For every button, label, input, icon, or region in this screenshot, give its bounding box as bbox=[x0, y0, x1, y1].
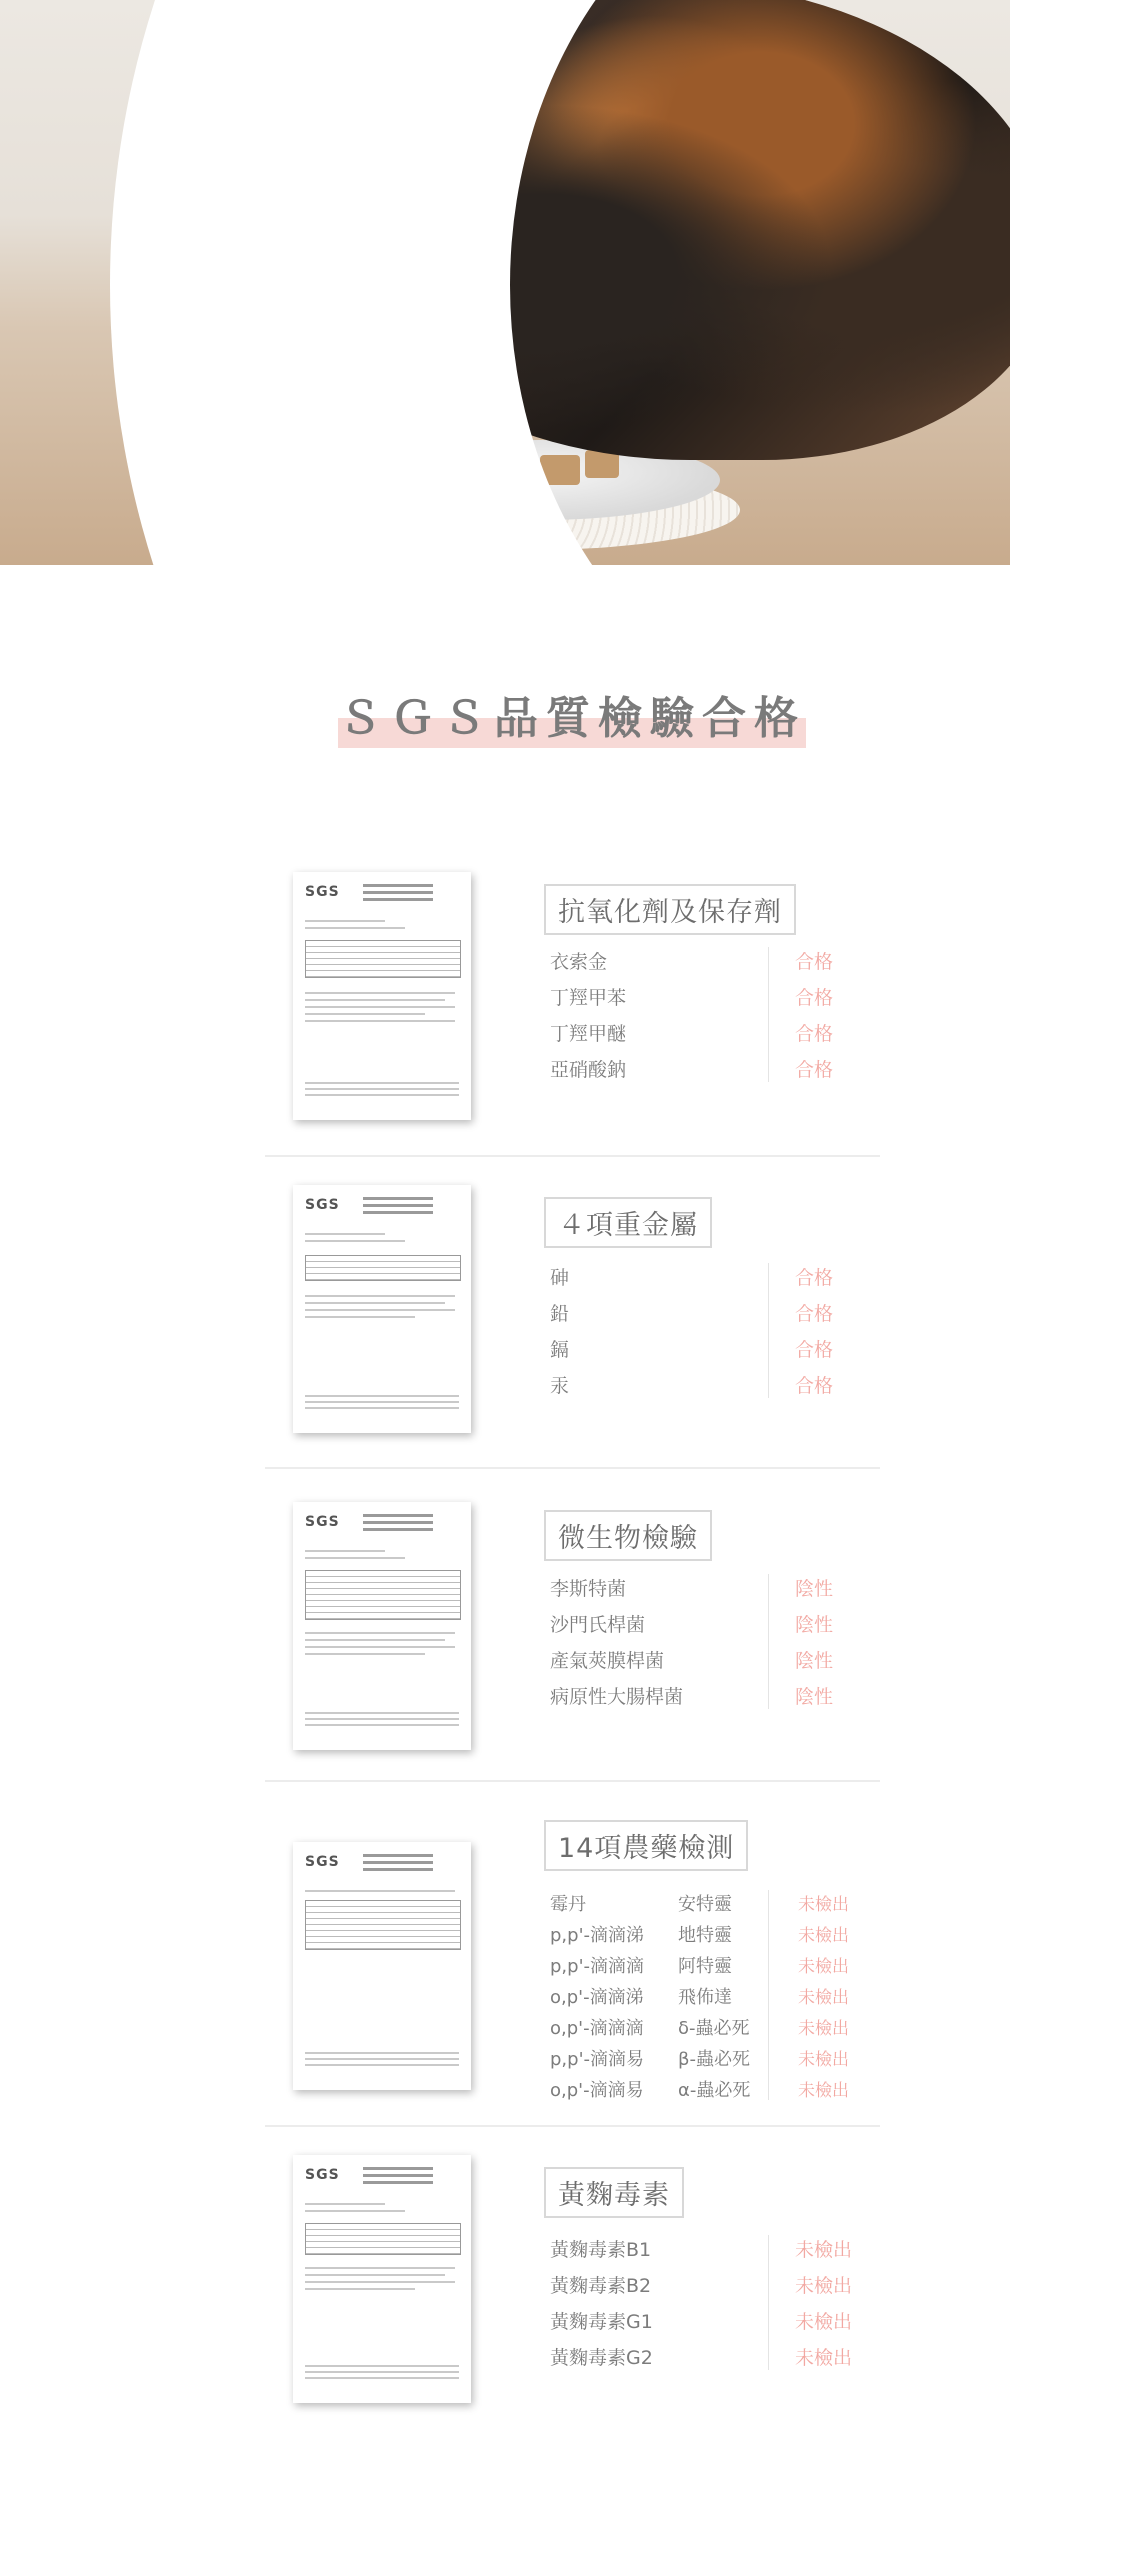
sgs-report-image bbox=[293, 1842, 471, 2090]
test-item: 丁羥甲苯 bbox=[550, 987, 627, 1009]
page-title: ＳＧＳ品質檢驗合格 bbox=[338, 693, 806, 744]
freeze-dried-treat bbox=[540, 455, 580, 485]
test-result: 未檢出 bbox=[795, 2347, 853, 2369]
test-result: 未檢出 bbox=[798, 1895, 849, 1915]
test-item: 李斯特菌 bbox=[550, 1578, 627, 1600]
test-item: 黃麴毒素G1 bbox=[550, 2311, 653, 2333]
hero-banner bbox=[0, 0, 1144, 565]
jar-tag: 關鍵護理・大口食用 bbox=[198, 190, 309, 210]
category-label: 黃麴毒素 bbox=[544, 2167, 684, 2218]
pesticide-item: α-蟲必死 bbox=[678, 2080, 751, 2101]
freeze-dried-treat bbox=[470, 440, 506, 470]
sgs-logo: SGS bbox=[305, 1514, 340, 1530]
test-result: 合格 bbox=[795, 987, 834, 1009]
jar-contents bbox=[180, 400, 370, 500]
test-item: 鉛 bbox=[550, 1303, 570, 1325]
sgs-logo: SGS bbox=[305, 884, 340, 900]
sgs-report-image bbox=[293, 1185, 471, 1433]
test-result: 合格 bbox=[795, 1303, 834, 1325]
jar-title: 貓保養凍乾 bbox=[198, 160, 319, 185]
pesticide-item: 阿特靈 bbox=[678, 1956, 732, 1977]
category-label: 14項農藥檢測 bbox=[544, 1820, 748, 1871]
test-result: 未檢出 bbox=[798, 2081, 849, 2101]
test-result: 合格 bbox=[795, 951, 834, 973]
test-item: 衣索金 bbox=[550, 951, 608, 973]
pesticide-item: δ-蟲必死 bbox=[678, 2018, 750, 2039]
column-divider bbox=[768, 2235, 769, 2370]
test-result: 未檢出 bbox=[798, 1926, 849, 1946]
pesticide-item: o,p'-滴滴涕 bbox=[550, 1987, 644, 2008]
test-result: 合格 bbox=[795, 1339, 834, 1361]
pesticide-item: 地特靈 bbox=[678, 1925, 732, 1946]
category-label: 微生物檢驗 bbox=[544, 1510, 712, 1561]
jar-cap bbox=[190, 30, 350, 110]
test-result: 未檢出 bbox=[795, 2275, 853, 2297]
test-result: 陰性 bbox=[795, 1614, 834, 1636]
test-result: 合格 bbox=[795, 1267, 834, 1289]
test-item: 汞 bbox=[550, 1375, 570, 1397]
sgs-report-image bbox=[293, 872, 471, 1120]
test-result: 合格 bbox=[795, 1023, 834, 1045]
test-item: 砷 bbox=[550, 1267, 570, 1289]
test-result: 未檢出 bbox=[798, 1988, 849, 2008]
test-item: 丁羥甲醚 bbox=[550, 1023, 627, 1045]
section-divider bbox=[265, 1780, 880, 1782]
test-item: 黃麴毒素B2 bbox=[550, 2275, 652, 2297]
test-item: 黃麴毒素G2 bbox=[550, 2347, 653, 2369]
test-block-heavy-metals bbox=[265, 1185, 880, 1465]
test-result: 合格 bbox=[795, 1059, 834, 1081]
column-divider bbox=[768, 947, 769, 1082]
jar-label-text bbox=[198, 225, 348, 297]
column-divider bbox=[768, 1263, 769, 1398]
test-item: 鎘 bbox=[550, 1339, 570, 1361]
test-item: 黃麴毒素B1 bbox=[550, 2239, 652, 2261]
section-title-wrap bbox=[0, 682, 1144, 746]
pesticide-item: 安特靈 bbox=[678, 1894, 732, 1915]
pesticide-item: 霉丹 bbox=[550, 1894, 586, 1915]
category-label: ４項重金屬 bbox=[544, 1197, 712, 1248]
freeze-dried-treat bbox=[420, 430, 460, 464]
test-result: 陰性 bbox=[795, 1650, 834, 1672]
pesticide-item: o,p'-滴滴易 bbox=[550, 2080, 644, 2101]
test-item: 沙門氏桿菌 bbox=[550, 1614, 646, 1636]
test-item: 病原性大腸桿菌 bbox=[550, 1686, 684, 1708]
pesticide-item: p,p'-滴滴涕 bbox=[550, 1925, 645, 1946]
sgs-logo: SGS bbox=[305, 1197, 340, 1213]
test-result: 未檢出 bbox=[798, 2050, 849, 2070]
test-result: 未檢出 bbox=[798, 1957, 849, 1977]
test-block-pesticides bbox=[265, 1820, 880, 2120]
pesticide-item: 飛佈達 bbox=[678, 1987, 732, 2008]
test-result: 未檢出 bbox=[795, 2311, 853, 2333]
pesticide-item: p,p'-滴滴易 bbox=[550, 2049, 645, 2070]
hero-photo bbox=[0, 0, 1010, 565]
section-divider bbox=[265, 1155, 880, 1157]
test-result: 陰性 bbox=[795, 1578, 834, 1600]
test-result: 未檢出 bbox=[798, 2019, 849, 2039]
pesticide-item: o,p'-滴滴滴 bbox=[550, 2018, 644, 2039]
column-divider bbox=[768, 1574, 769, 1709]
sgs-logo: SGS bbox=[305, 2167, 340, 2183]
section-divider bbox=[265, 1467, 880, 1469]
section-divider bbox=[265, 2125, 880, 2127]
category-label: 抗氧化劑及保存劑 bbox=[544, 884, 796, 935]
pesticide-item: p,p'-滴滴滴 bbox=[550, 1956, 645, 1977]
jar-brand: 蛀咪小姐 bbox=[198, 105, 262, 121]
sgs-report-image bbox=[293, 1502, 471, 1750]
test-block-antioxidants bbox=[265, 872, 880, 1152]
test-result: 合格 bbox=[795, 1375, 834, 1397]
test-block-aflatoxin bbox=[265, 2155, 880, 2435]
pesticide-item: β-蟲必死 bbox=[678, 2049, 750, 2070]
column-divider bbox=[768, 1890, 769, 2100]
test-item: 亞硝酸鈉 bbox=[550, 1059, 627, 1081]
test-result: 陰性 bbox=[795, 1686, 834, 1708]
test-block-microbial bbox=[265, 1502, 880, 1782]
test-item: 產氣莢膜桿菌 bbox=[550, 1650, 665, 1672]
sgs-report-image bbox=[293, 2155, 471, 2403]
test-result: 未檢出 bbox=[795, 2239, 853, 2261]
sgs-logo: SGS bbox=[305, 1854, 340, 1870]
